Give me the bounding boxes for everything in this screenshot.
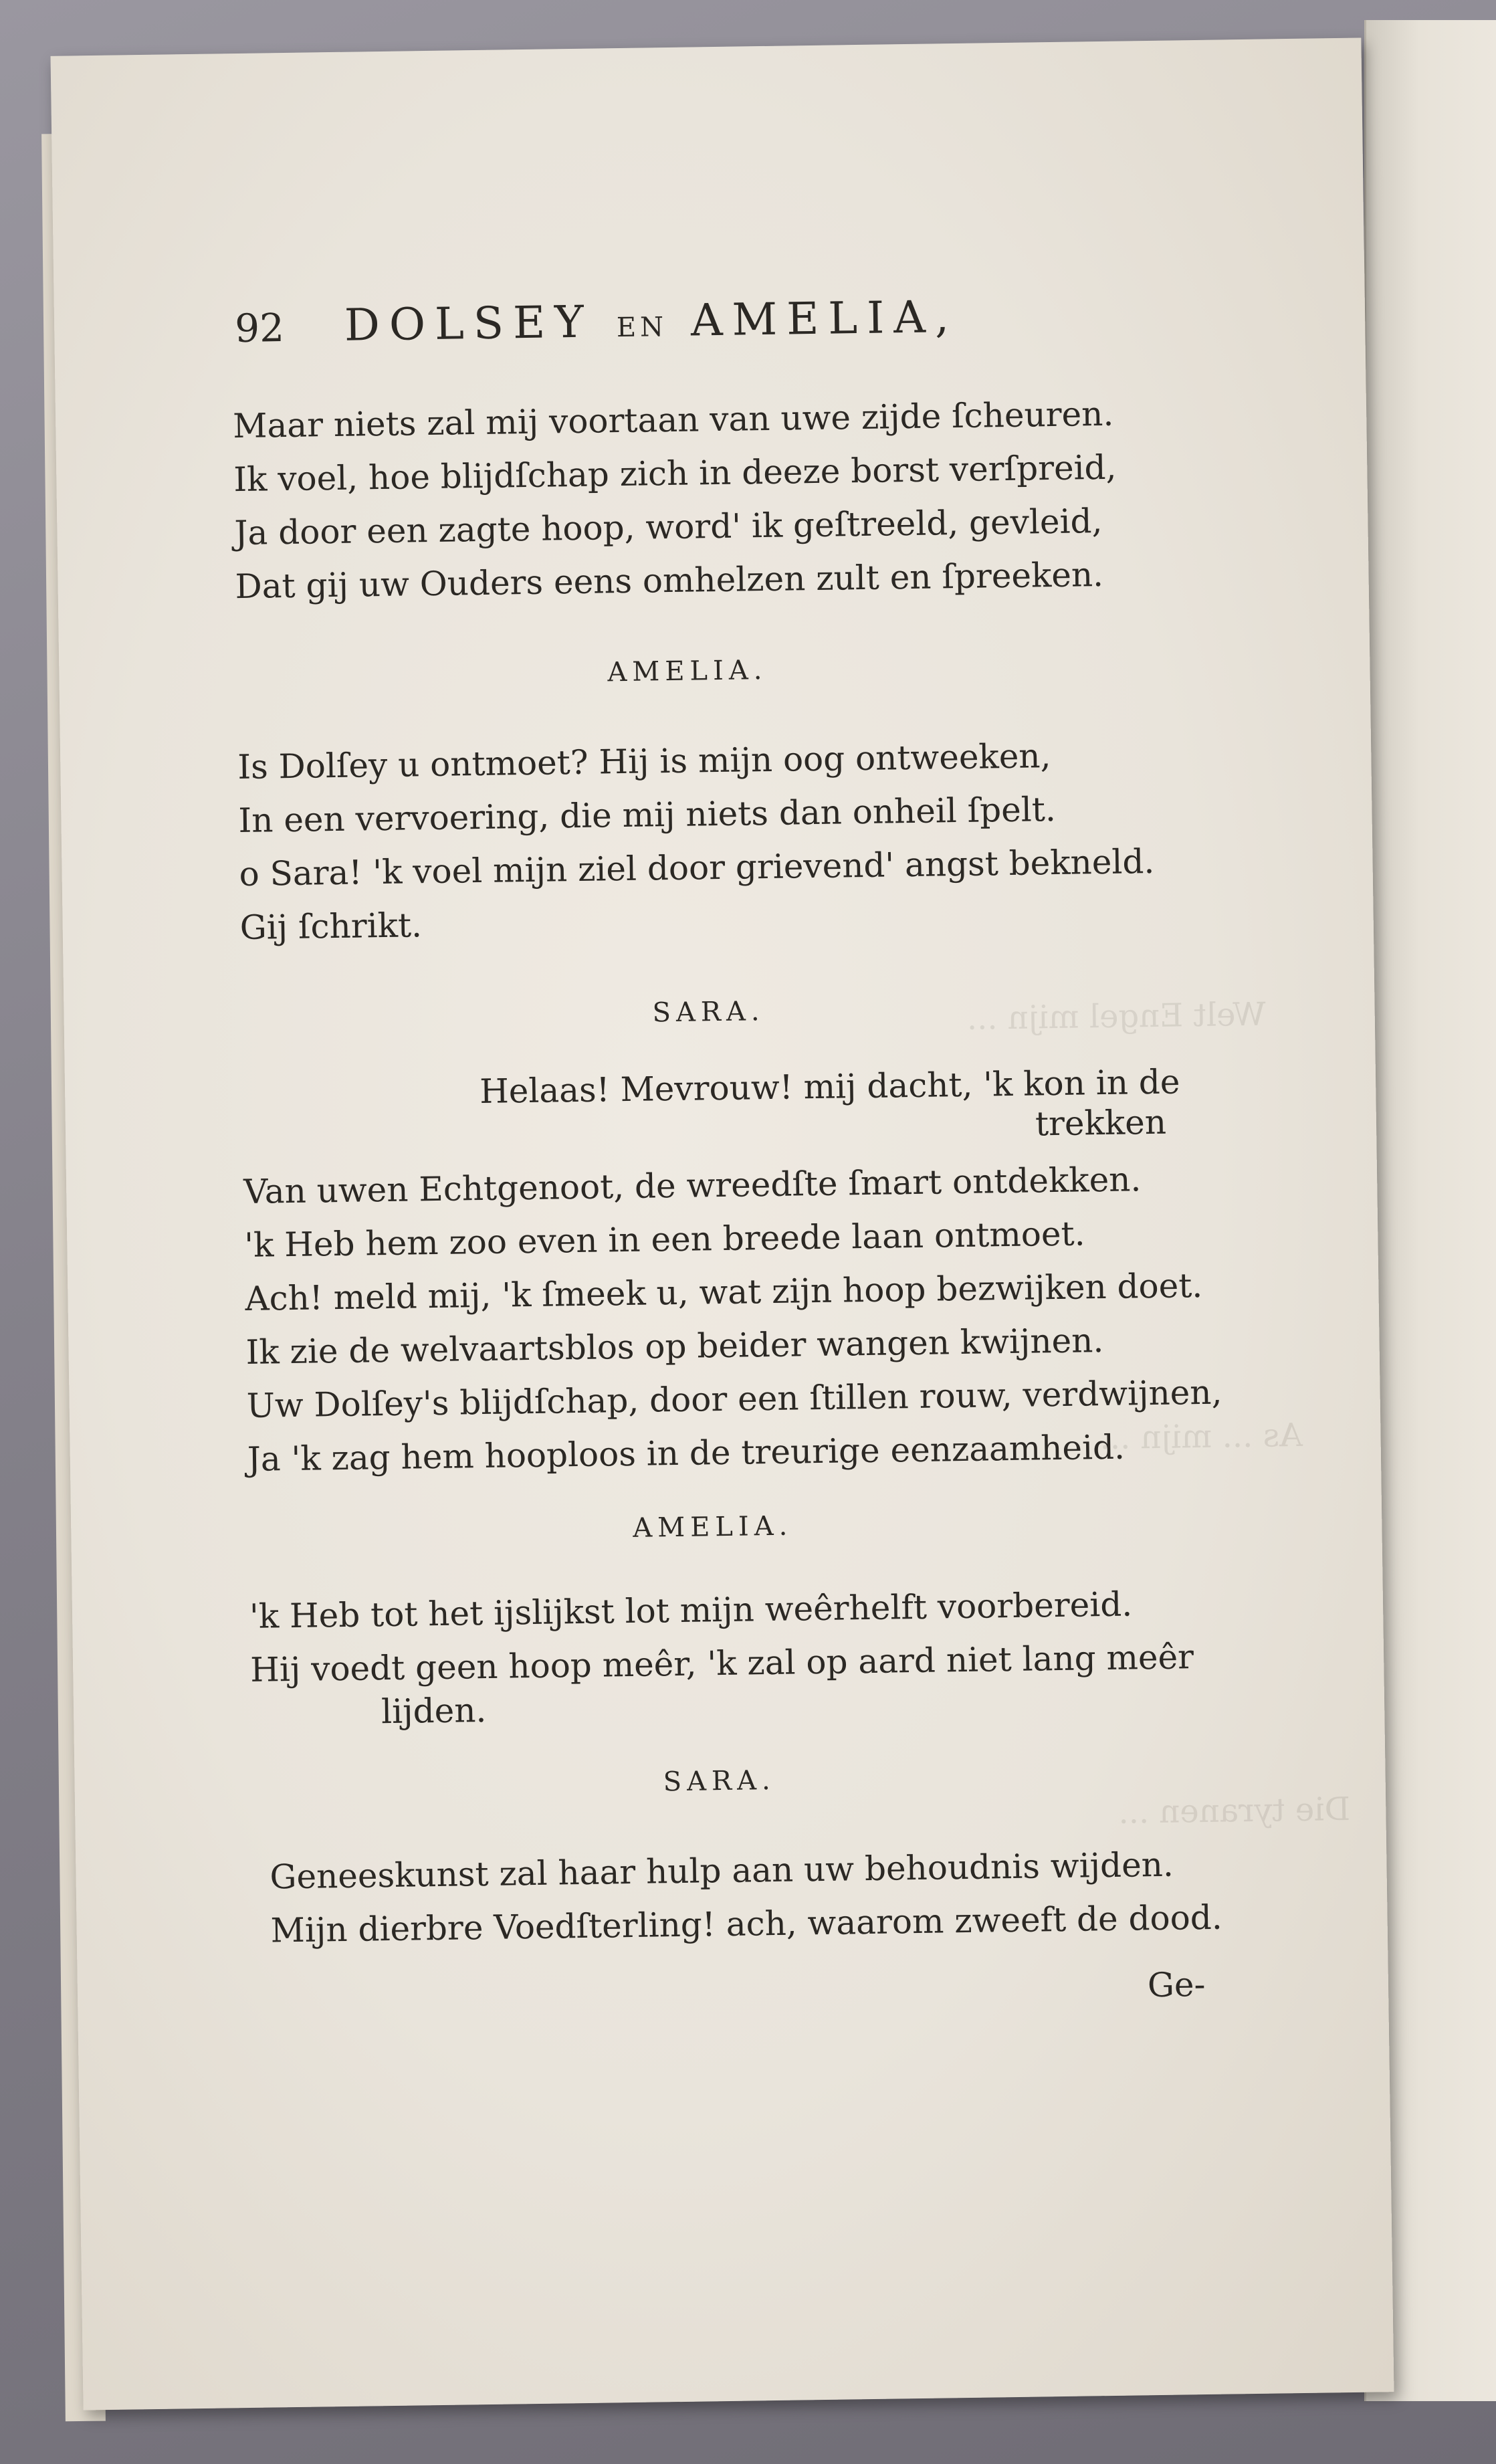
verse-line: Ja 'k zag hem hooploos in de treurige eenzaamheid. [247, 1427, 1126, 1479]
show-through-text: Die tyranen ... [1117, 1790, 1351, 1831]
speaker-label: AMELIA. [633, 1510, 793, 1544]
verse-line: Gij ſchrikt. [239, 906, 423, 948]
show-through-text: Welt Engel mijn ... [966, 995, 1267, 1037]
speaker-label: SARA. [663, 1764, 776, 1798]
verse-line: Van uwen Echtgenoot, de wreedſte ſmart ontdekken. [243, 1160, 1142, 1211]
speaker-label: SARA. [652, 996, 765, 1029]
verse-line: o Sara! 'k voel mijn ziel door grievend' angst bekneld. [239, 841, 1155, 894]
verse-line-continuation: lijden. [381, 1690, 487, 1732]
verse-line: Ik voel, hoe blijdſchap zich in deeze borst verſpreid, [233, 447, 1117, 500]
verse-line: Dat gij uw Ouders eens omhelzen zult en ſpreeken. [235, 554, 1104, 607]
catchword: Ge- [1147, 1965, 1206, 2005]
verse-line: Is Dolſey u ontmoet? Hij is mijn oog ontweeken, [237, 736, 1051, 787]
header-title-dolsey: DOLSEY [344, 296, 594, 351]
verse-line-continuation: trekken [1035, 1102, 1167, 1144]
verse-line: Hij voedt geen hoop meêr, 'k zal op aard niet lang meêr [249, 1637, 1194, 1689]
header-title-amelia: AMELIA, [690, 290, 959, 346]
verse-line: Ach! meld mij, 'k ſmeek u, wat zijn hoop bezwijken doet. [245, 1265, 1203, 1318]
verse-line: In een vervoering, die mij niets dan onheil ſpelt. [238, 789, 1057, 841]
verse-line: 'k Heb hem zoo even in een breede laan ontmoet. [243, 1214, 1085, 1265]
speaker-label: AMELIA. [607, 654, 768, 688]
verse-line: Mijn dierbre Voedſterling! ach, waarom zweeft de dood. [270, 1897, 1223, 1950]
verse-line: Maar niets zal mij voortaan van uwe zijde ſcheuren. [232, 394, 1114, 446]
show-through-text: As ... mijn ... [1099, 1416, 1303, 1457]
page-number: 92 [234, 305, 285, 352]
verse-line: 'k Heb tot het ijslijkst lot mijn weêrhelft voorbereid. [249, 1584, 1133, 1636]
verse-line: Ja door een zagte hoop, word' ik geſtreeld, gevleid, [234, 501, 1103, 553]
verse-line: Uw Dolſey's blijdſchap, door een ſtillen rouw, verdwijnen, [246, 1372, 1222, 1425]
verse-line: Geneeskunst zal haar hulp aan uw behoudnis wijden. [270, 1845, 1174, 1897]
header-title-en: EN [616, 312, 668, 344]
running-header [235, 291, 959, 352]
book-page [51, 37, 1394, 2410]
verse-line: Helaas! Mevrouw! mij dacht, 'k kon in de [479, 1062, 1180, 1112]
verse-line: Ik zie de welvaartsblos op beider wangen kwijnen. [245, 1321, 1104, 1372]
